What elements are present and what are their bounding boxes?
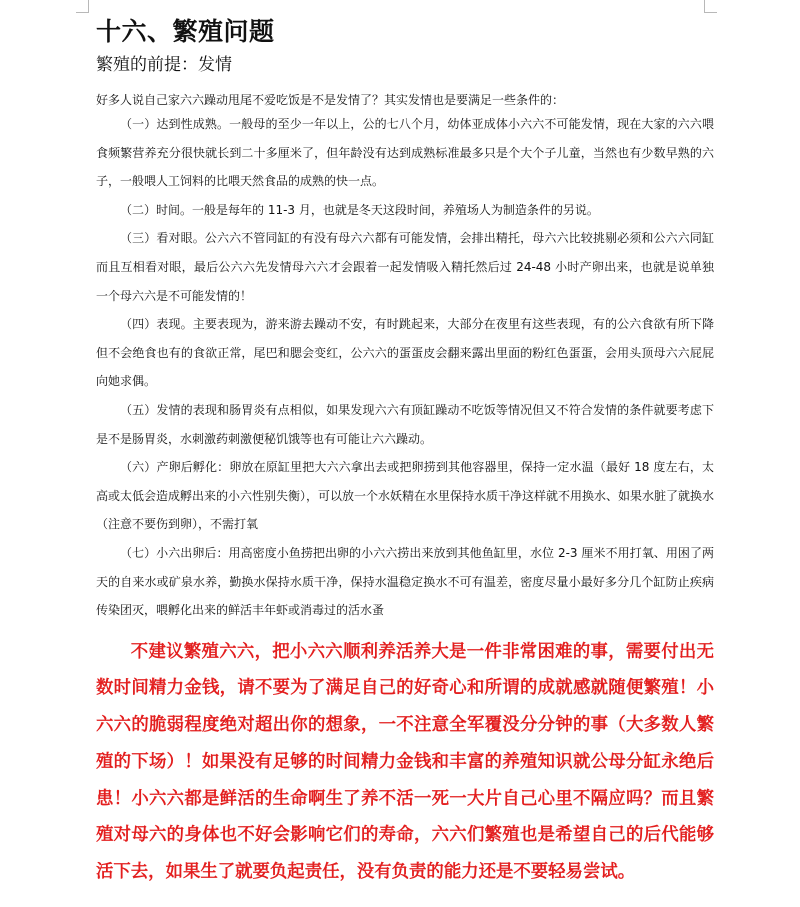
- paragraph-larvae-care: （七）小六出卵后：用高密度小鱼捞把出卵的小六六捞出来放到其他鱼缸里，水位 2-3 厘米不用打氧、用困了两天的自来水或矿泉水养，勤换水保持水质干净，保持水温稳定换水不可有温差，密度尽量小最好多分几个缸防止疾病传染团灭，喂孵化出来的鲜活丰年虾或消毒过的活水蚤: [96, 545, 714, 618]
- paragraph-maturity: （一）达到性成熟。一般母的至少一年以上，公的七八个月，幼体亚成体小六六不可能发情，现在大家的六六喂食频繁营养充分很快就长到二十多厘米了，但年龄没有达到成熟标准最多只是个大个子儿童，当然也有少数早熟的六子，一般喂人工饲料的比喂天然食品的成熟的快一点。: [96, 117, 714, 189]
- paragraph-behavior: （四）表现。主要表现为，游来游去躁动不安，有时跳起来，大部分在夜里有这些表现，有的公六食欲有所下降但不会绝食也有的食欲正常，尾巴和腮会变红，公六六的蛋蛋皮会翻来露出里面的粉红色蛋蛋，会用头顶母六六屁屁向她求偶。: [96, 317, 714, 389]
- crop-mark-top-right: [704, 0, 717, 13]
- document-title: 十六、繁殖问题: [96, 17, 275, 46]
- paragraph-gastroenteritis: （五）发情的表现和肠胃炎有点相似，如果发现六六有顶缸躁动不吃饭等情况但又不符合发情的条件就要考虑下是不是肠胃炎，水刺激药刺激便秘饥饿等也有可能让六六躁动。: [96, 402, 714, 446]
- crop-mark-top-left: [76, 0, 89, 13]
- document-subtitle: 繁殖的前提：发情: [96, 55, 232, 75]
- paragraph-egg-hatching: （六）产卵后孵化：卵放在原缸里把大六六拿出去或把卵捞到其他容器里，保持一定水温（最好 18 度左右，太高或太低会造成孵出来的小六性别失衡），可以放一个水妖精在水里保持水质干净这样就不用换水、如果水脏了就换水（注意不要伤到卵），不需打氧: [96, 460, 715, 532]
- paragraph-season: （二）时间。一般是每年的 11-3 月，也就是冬天这段时间，养殖场人为制造条件的另说。: [120, 202, 599, 217]
- intro-paragraph: 好多人说自己家六六躁动甩尾不爱吃饭是不是发情了？其实发情也是要满足一些条件的：: [96, 93, 565, 107]
- paragraph-pairing: （三）看对眼。公六六不管同缸的有没有母六六都有可能发情，会排出精托，母六六比较挑剔必须和公六六同缸而且互相看对眼，最后公六六先发情母六六才会跟着一起发情吸入精托然后过 24-48 小时产卵出来，也就是说单独一个母六六是不可能发情的！: [96, 231, 714, 303]
- warning-paragraph: 不建议繁殖六六，把小六六顺利养活养大是一件非常困难的事，需要付出无数时间精力金钱，请不要为了满足自己的好奇心和所谓的成就感就随便繁殖！小六六的脆弱程度绝对超出你的想象，一不注意全军覆没分分钟的事（大多数人繁殖的下场）！如果没有足够的时间精力金钱和丰富的养殖知识就公母分缸永绝后患！小六六都是鲜活的生命啊生了养不活一死一大片自己心里不隔应吗？而且繁殖对母六的身体也不好会影响它们的寿命，六六们繁殖也是希望自己的后代能够活下去，如果生了就要负起责任，没有负责的能力还是不要轻易尝试。: [96, 641, 714, 882]
- document-page: [96, 14, 714, 891]
